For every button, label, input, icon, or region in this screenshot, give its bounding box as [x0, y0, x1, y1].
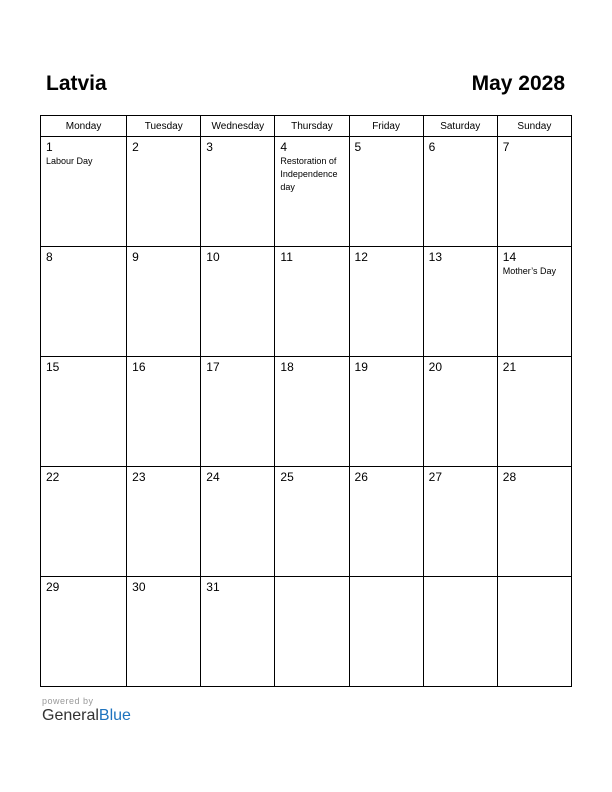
day-number: 28	[502, 470, 517, 484]
day-cell	[201, 247, 275, 357]
day-number: 23	[132, 470, 146, 484]
day-cell	[497, 577, 571, 687]
day-cell	[349, 577, 423, 687]
holiday-label	[201, 374, 274, 375]
week-row	[41, 247, 572, 357]
holiday-label	[41, 374, 126, 375]
holiday-label	[127, 484, 200, 485]
holiday-label	[275, 374, 348, 375]
holiday-label	[498, 374, 571, 375]
calendar-grid	[40, 115, 572, 687]
holiday-label	[498, 580, 571, 581]
weekday-header-row	[41, 116, 572, 137]
holiday-label	[41, 594, 126, 595]
day-cell	[349, 467, 423, 577]
day-number: 7	[502, 140, 510, 154]
holiday-label	[275, 484, 348, 485]
holiday-label	[350, 264, 423, 265]
day-cell	[275, 357, 349, 467]
day-number: 22	[46, 470, 60, 484]
weekday-tuesday: Tuesday	[127, 116, 201, 137]
day-number: 14	[502, 250, 517, 264]
day-number: 9	[132, 250, 139, 264]
day-cell	[349, 137, 423, 247]
day-number: 3	[206, 140, 213, 154]
day-number: 25	[280, 470, 294, 484]
day-number: 16	[132, 360, 146, 374]
weekday-friday: Friday	[349, 116, 423, 137]
holiday-label	[127, 264, 200, 265]
day-cell	[127, 357, 201, 467]
weekday-sunday: Sunday	[497, 116, 571, 137]
day-cell	[201, 137, 275, 247]
holiday-label	[201, 264, 274, 265]
holiday-label	[498, 484, 571, 485]
day-number: 20	[428, 360, 443, 374]
day-cell	[275, 247, 349, 357]
day-cell	[41, 247, 127, 357]
holiday-label	[350, 484, 423, 485]
day-number: 5	[354, 140, 362, 154]
day-cell	[275, 137, 349, 247]
day-number: 11	[280, 250, 293, 264]
holiday-label	[127, 374, 200, 375]
holiday-label	[424, 580, 497, 581]
day-cell	[41, 357, 127, 467]
generalblue-logo	[42, 707, 131, 725]
holiday-label	[424, 264, 497, 265]
holiday-label	[350, 374, 423, 375]
day-cell	[423, 357, 497, 467]
day-cell	[201, 577, 275, 687]
month-year-title: May 2028	[471, 72, 565, 95]
day-number: 27	[428, 470, 443, 484]
day-number: 1	[46, 140, 53, 154]
holiday-label	[41, 484, 126, 485]
day-cell	[127, 467, 201, 577]
day-cell	[423, 247, 497, 357]
week-row	[41, 137, 572, 247]
weekday-wednesday: Wednesday	[201, 116, 275, 137]
day-cell	[127, 247, 201, 357]
holiday-label: Mother’s Day	[502, 266, 556, 276]
day-cell	[127, 577, 201, 687]
day-number: 8	[46, 250, 53, 264]
day-number: 4	[280, 140, 288, 154]
country-title: Latvia	[46, 72, 107, 95]
day-cell	[201, 467, 275, 577]
day-number: 31	[206, 580, 220, 594]
holiday-label	[424, 484, 497, 485]
day-number: 30	[132, 580, 146, 594]
day-number: 18	[280, 360, 294, 374]
week-row	[41, 577, 572, 687]
day-cell	[349, 247, 423, 357]
day-cell	[497, 467, 571, 577]
day-number: 15	[46, 360, 60, 374]
day-cell	[349, 357, 423, 467]
day-number: 12	[354, 250, 368, 264]
holiday-label	[41, 264, 126, 265]
day-cell	[41, 467, 127, 577]
day-number: 17	[206, 360, 220, 374]
holiday-label	[498, 154, 571, 155]
holiday-label	[275, 580, 348, 581]
day-cell	[127, 137, 201, 247]
day-number: 6	[428, 140, 436, 154]
day-number: 19	[354, 360, 368, 374]
weekday-monday: Monday	[41, 116, 127, 137]
day-number: 2	[132, 140, 139, 154]
day-cell	[41, 577, 127, 687]
day-cell	[423, 137, 497, 247]
holiday-label	[201, 484, 274, 485]
holiday-label	[424, 154, 497, 155]
holiday-label	[350, 580, 423, 581]
footer	[42, 696, 131, 725]
day-number: 24	[206, 470, 220, 484]
day-cell	[497, 137, 571, 247]
holiday-label	[201, 594, 274, 595]
day-cell	[275, 577, 349, 687]
week-row	[41, 467, 572, 577]
day-number: 10	[206, 250, 220, 264]
day-cell	[497, 247, 571, 357]
day-cell	[41, 137, 127, 247]
day-cell	[423, 467, 497, 577]
holiday-label	[350, 154, 423, 155]
brand-general-text: General	[42, 707, 99, 724]
holiday-label: Labour Day	[46, 156, 93, 166]
week-row	[41, 357, 572, 467]
holiday-label	[127, 154, 200, 155]
weekday-saturday: Saturday	[423, 116, 497, 137]
day-number: 26	[354, 470, 368, 484]
day-cell	[423, 577, 497, 687]
day-cell	[201, 357, 275, 467]
day-number: 13	[428, 250, 443, 264]
holiday-label	[275, 264, 348, 265]
holiday-label: Restoration of Independence day	[280, 156, 338, 192]
powered-by-label: powered by	[42, 696, 94, 706]
brand-blue-text: Blue	[98, 707, 131, 724]
day-number: 29	[46, 580, 60, 594]
day-cell	[497, 357, 571, 467]
holiday-label	[201, 154, 274, 155]
weekday-thursday: Thursday	[275, 116, 349, 137]
holiday-label	[424, 374, 497, 375]
day-cell	[275, 467, 349, 577]
holiday-label	[127, 594, 200, 595]
day-number: 21	[502, 360, 517, 374]
